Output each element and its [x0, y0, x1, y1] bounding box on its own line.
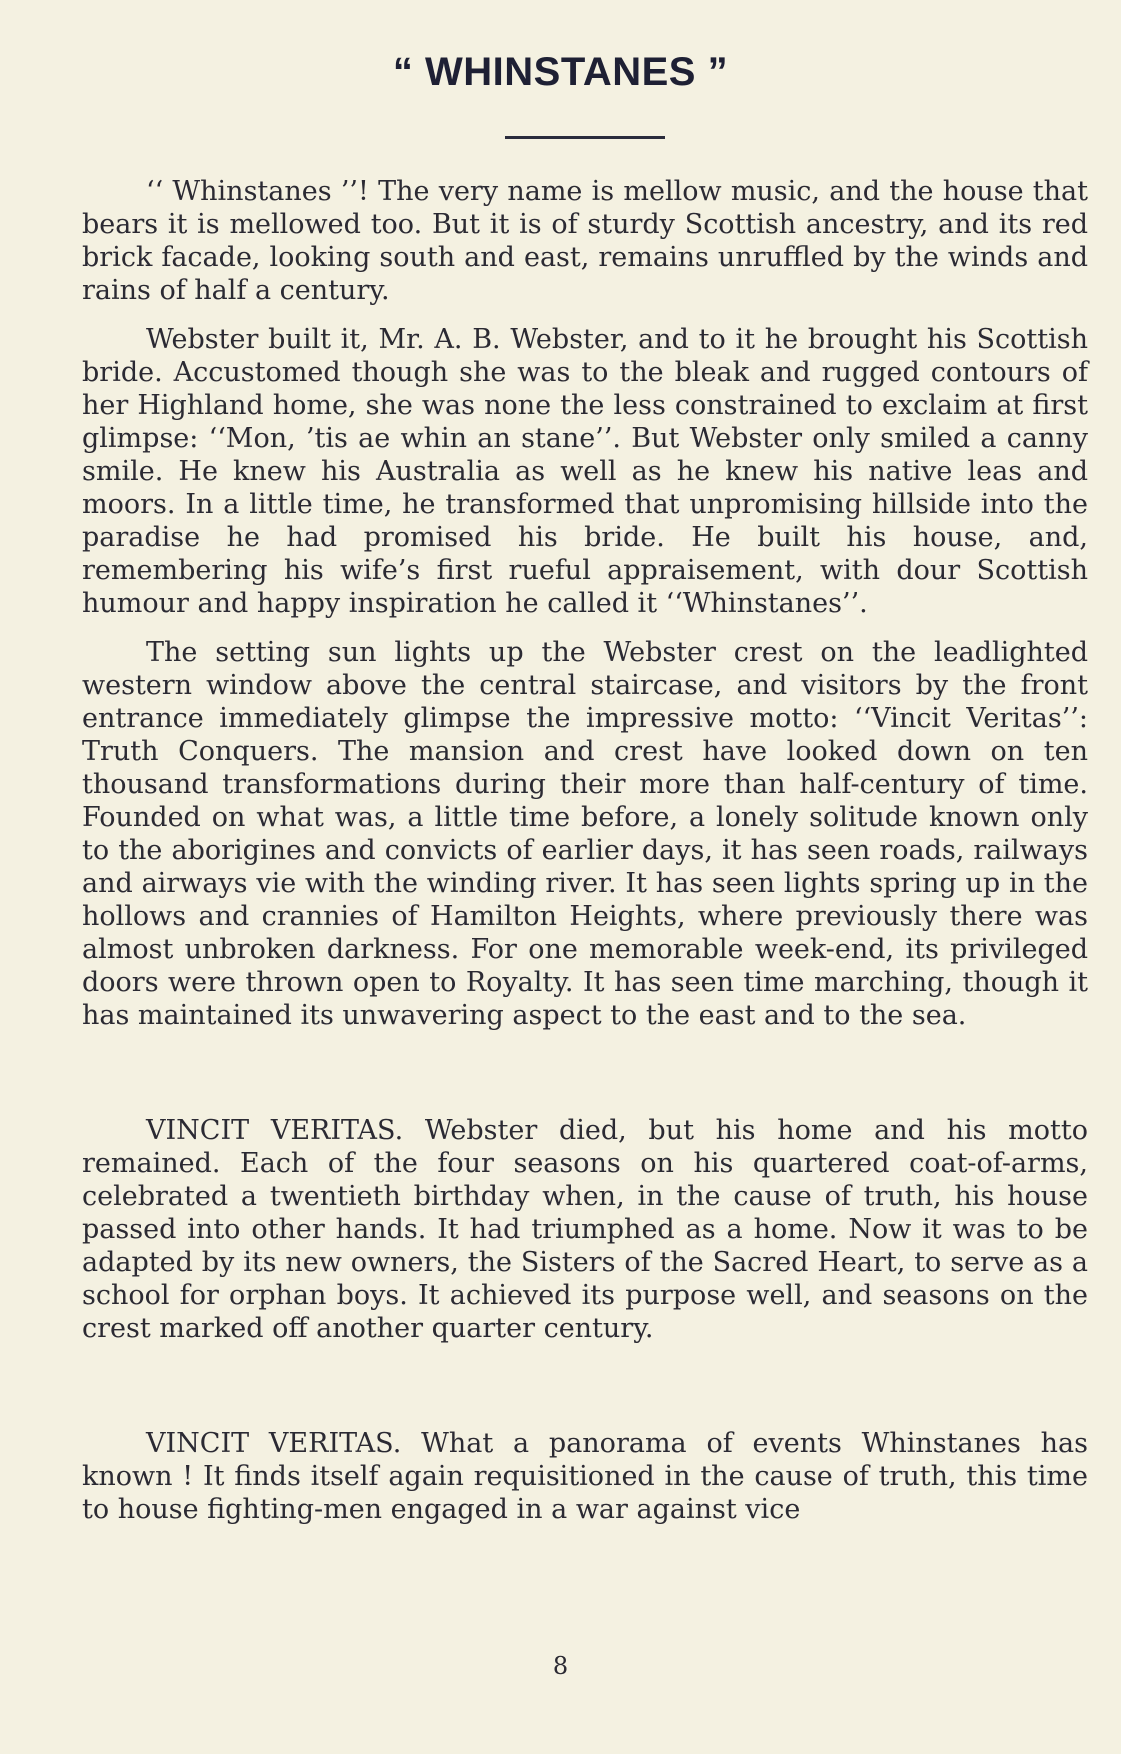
page-title: “ WHINSTANES ” [392, 50, 729, 94]
title-underline [505, 136, 665, 139]
paragraph-vincit-veritas-1: VINCIT VERITAS. Webster died, but his home and his motto remained. Each of the four seasons on his quartered coat-of-arms, celebrated a twentieth birthday when, in the cause of truth, his house passed into other hands. It had triumphed as a home. Now it was to be adapted by its new owners, the Sisters of the Sacred Heart, to serve as a school for orphan boys. It achieved its purpose well, and seasons on the crest marked off another quarter century. [82, 1115, 1088, 1344]
body-text [82, 175, 1088, 1542]
paragraph-setting-sun: The setting sun lights up the Webster crest on the leadlighted western window above the central staircase, and visitors by the front entrance immediately glimpse the impressive motto: ‘‘Vincit Veritas’’: Truth Conquers. The mansion and crest have looked down on ten thousand transformations during their more than half-century of time. Founded on what was, a little time before, a lonely solitude known only to the aborigines and convicts of earlier days, it has seen roads, railways and airways vie with the winding river. It has seen lights spring up in the hollows and crannies of Hamilton Heights, where previously there was almost unbroken darkness. For one memorable week-end, its privileged doors were thrown open to Royalty. It has seen time marching, though it has maintained its unwavering aspect to the east and to the sea. [82, 637, 1088, 1031]
paragraph-intro: ‘‘ Whinstanes ’’! The very name is mellow music, and the house that bears it is mellowed too. But it is of sturdy Scottish ancestry, and its red brick facade, looking south and east, remains unruffled by the winds and rains of half a century. [82, 176, 1088, 306]
paragraph-webster: Webster built it, Mr. A. B. Webster, and to it he brought his Scottish bride. Accustomed though she was to the bleak and rugged contours of her Highland home, she was none the less constrained to exclaim at first glimpse: ‘‘Mon, ’tis ae whin an stane’’. But Webster only smiled a canny smile. He knew his Australia as well as he knew his native leas and moors. In a little time, he transformed that unpromising hillside into the paradise he had promised his bride. He built his house, and, remembering his wife’s first rueful appraisement, with dour Scottish humour and happy inspiration he called it ‘‘Whinstanes’’. [82, 324, 1088, 619]
page-number: 8 [552, 1652, 569, 1680]
paragraph-vincit-veritas-2: VINCIT VERITAS. What a panorama of events Whinstanes has known ! It finds itself again requisitioned in the cause of truth, this time to house fighting-men engaged in a war against vice [82, 1428, 1088, 1525]
